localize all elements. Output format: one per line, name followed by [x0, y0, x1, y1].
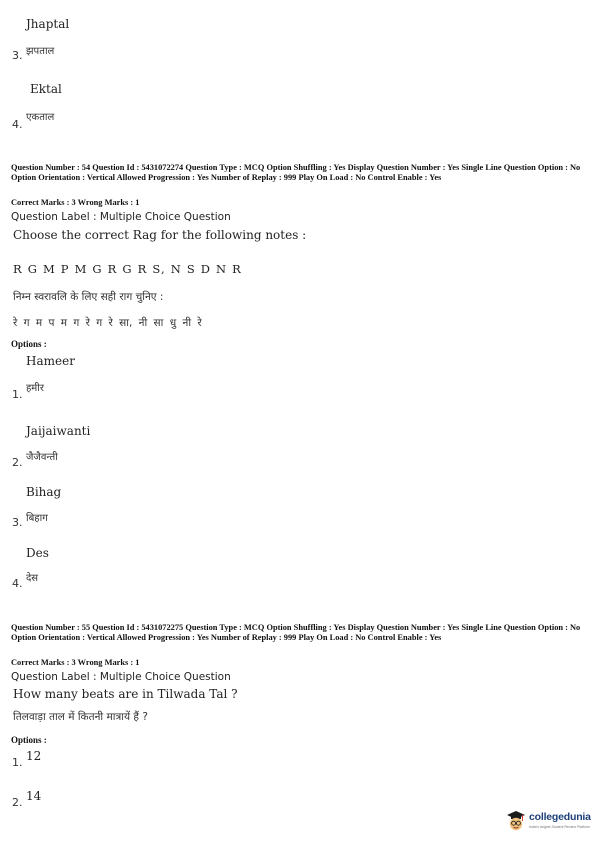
q54-option-2-en: Jaijaiwanti: [26, 424, 91, 438]
q55-question-en: How many beats are in Tilwada Tal ?: [13, 687, 238, 701]
graduate-mascot-icon: [506, 810, 526, 832]
q54-option-1-number: 1.: [12, 388, 23, 401]
q54-marks: Correct Marks : 3 Wrong Marks : 1: [11, 198, 140, 207]
q54-label: Question Label : Multiple Choice Question: [11, 211, 231, 223]
q54-meta: Question Number : 54 Question Id : 5431072274 Question Type : MCQ Option Shuffling : Yes Display Question Number : Yes Single Line Question Option : No Option Orientation : Vertical Allowed Progression : Yes Number of Replay : 999 Play On Load : No Control Enable : Yes: [11, 163, 581, 182]
q54-question-en: Choose the correct Rag for the following notes :: [13, 228, 307, 242]
q54-option-2-number: 2.: [12, 456, 23, 469]
logo-tagline: India's largest Student Review Platform: [529, 825, 590, 829]
q55-option-2-number: 2.: [12, 796, 23, 809]
prev-option-3-hi: झपताल: [26, 46, 55, 57]
prev-option-4-number: 4.: [12, 118, 23, 131]
q54-option-4-en: Des: [26, 546, 49, 560]
q54-option-3-hi: बिहाग: [26, 513, 48, 524]
collegedunia-logo: [506, 808, 592, 836]
q54-notes-hi: रे ग म प म ग रे ग रे सा, नी सा धु नी रे: [13, 317, 202, 329]
q55-meta: Question Number : 55 Question Id : 5431072275 Question Type : MCQ Option Shuffling : Yes Display Question Number : Yes Single Line Question Option : No Option Orientation : Vertical Allowed Progression : Yes Number of Replay : 999 Play On Load : No Control Enable : Yes: [11, 623, 581, 642]
q55-marks: Correct Marks : 3 Wrong Marks : 1: [11, 658, 140, 667]
q55-label: Question Label : Multiple Choice Question: [11, 671, 231, 683]
q54-option-3-en: Bihag: [26, 485, 62, 499]
q55-option-2-value: 14: [26, 789, 42, 803]
prev-option-4-hi: एकताल: [26, 112, 55, 123]
q55-option-1-number: 1.: [12, 756, 23, 769]
q54-option-2-hi: जैजैवन्ती: [26, 452, 58, 463]
q54-option-4-hi: देस: [26, 573, 39, 584]
q55-options-label: Options :: [11, 735, 47, 745]
q54-option-3-number: 3.: [12, 516, 23, 529]
q54-options-label: Options :: [11, 339, 47, 349]
q54-question-hi: निम्न स्वरावलि के लिए सही राग चुनिए :: [13, 291, 164, 303]
q54-option-1-en: Hameer: [26, 354, 75, 368]
q54-option-4-number: 4.: [12, 577, 23, 590]
q54-notes-en: R G M P M G R G R S, N S D N R: [13, 262, 243, 276]
prev-option-4-en: Ektal: [30, 82, 62, 96]
prev-option-3-number: 3.: [12, 49, 23, 62]
prev-option-3-en: Jhaptal: [26, 17, 70, 31]
q55-question-hi: तिलवाड़ा ताल में कितनी मात्रायें हैं ?: [13, 711, 148, 723]
q54-option-1-hi: हमीर: [26, 383, 44, 394]
logo-name: collegedunia: [529, 811, 591, 823]
q55-option-1-value: 12: [26, 749, 42, 763]
